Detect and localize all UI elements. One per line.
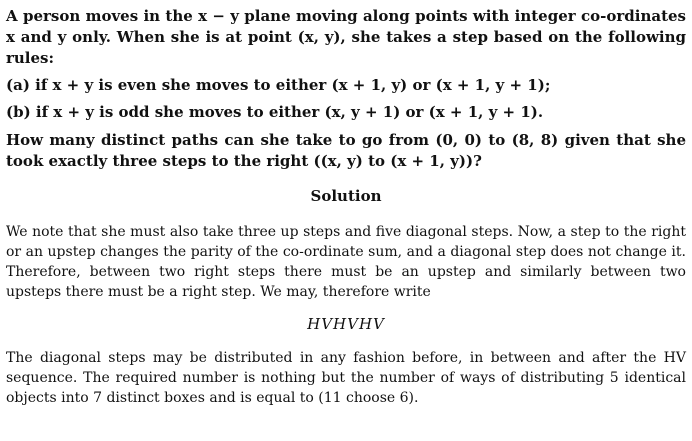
rule-a: (a) if x + y is even she moves to either (x + 1, y) or (x + 1, y + 1); xyxy=(6,76,551,94)
rules-list xyxy=(6,72,686,126)
display-equation: HVHVHV xyxy=(307,315,385,333)
problem-intro: A person moves in the x − y plane moving along points with integer co-ordinates x and y only. When she is at point (x, y), she takes a step based on the following rules: xyxy=(6,7,686,67)
solution-paragraph-2: The diagonal steps may be distributed in any fashion before, in between and after the HV sequence. The required number is nothing but the number of ways of distributing 5 identical objects into 7 distinct boxes and is equal to (11 choose 6). xyxy=(6,350,686,406)
solution-paragraph-1: We note that she must also take three up steps and five diagonal steps. Now, a step to the right or an upstep changes the parity of the co-ordinate sum, and a diagonal step does not change it. Therefore, between two right steps there must be an upstep and similarly between two upsteps there must be a right step. We may, therefore write xyxy=(6,224,686,300)
problem-question: How many distinct paths can she take to go from (0, 0) to (8, 8) given that she took exactly three steps to the right ((x, y) to (x + 1, y))? xyxy=(6,131,686,170)
rule-b: (b) if x + y is odd she moves to either (x, y + 1) or (x + 1, y + 1). xyxy=(6,103,544,121)
solution-heading: Solution xyxy=(310,187,382,205)
